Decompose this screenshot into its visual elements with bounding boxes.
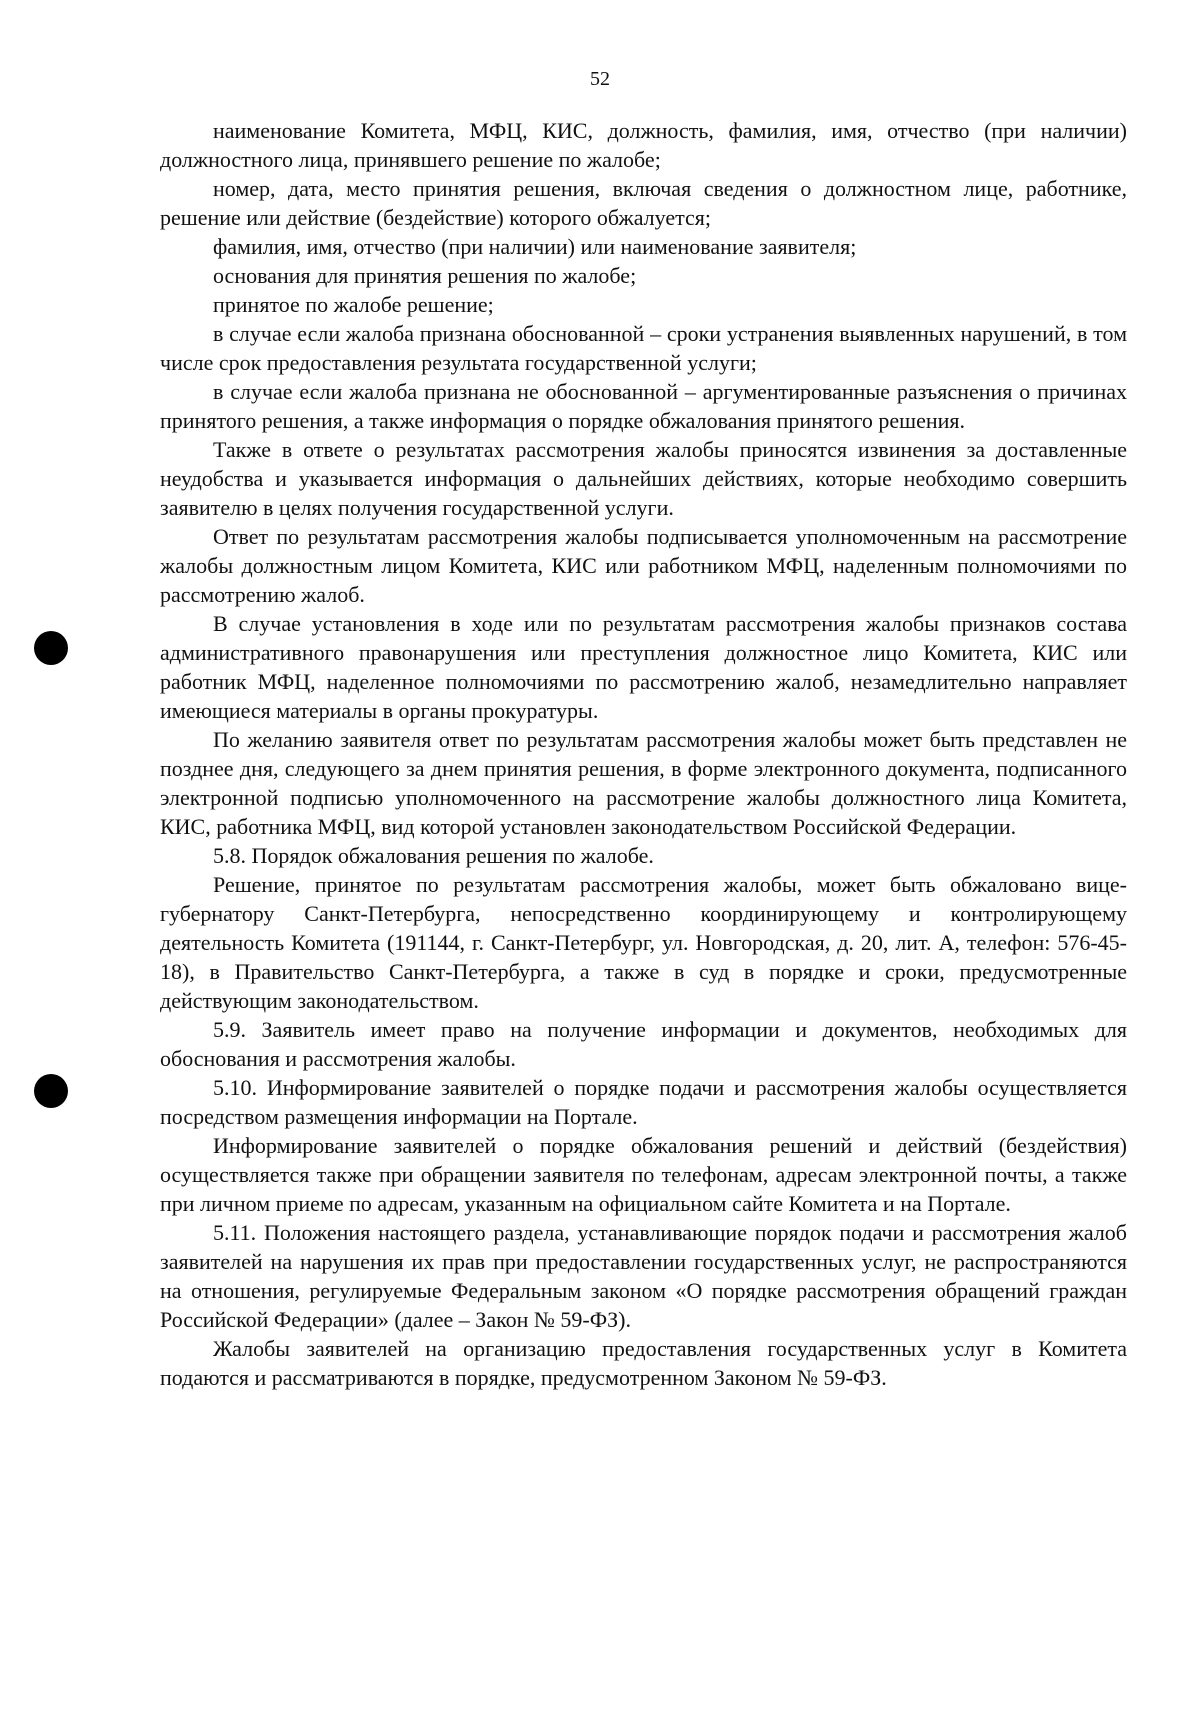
- paragraph: в случае если жалоба признана обоснованной – сроки устранения выявленных нарушений, в том числе срок предоставления результата государственной услуги;: [160, 321, 1127, 375]
- paragraph: Информирование заявителей о порядке обжалования решений и действий (бездействия) осуществляется также при обращении заявителя по телефонам, адресам электронной почты, а также при личном приеме по адресам, указанным на официальном сайте Комитета и на Портале.: [160, 1133, 1127, 1216]
- paragraph: Жалобы заявителей на организацию предоставления государственных услуг в Комитета подаются и рассматриваются в порядке, предусмотренном Законом № 59-ФЗ.: [160, 1336, 1127, 1390]
- paragraph: По желанию заявителя ответ по результатам рассмотрения жалобы может быть представлен не позднее дня, следующего за днем принятия решения, в форме электронного документа, подписанного электронной подписью уполномоченного на рассмотрение жалобы должностного лица Комитета, КИС, работника МФЦ, вид которой установлен законодательством Российской Федерации.: [160, 727, 1127, 839]
- paragraph: 5.10. Информирование заявителей о порядке подачи и рассмотрения жалобы осуществляется посредством размещения информации на Портале.: [160, 1075, 1127, 1129]
- paragraph: фамилия, имя, отчество (при наличии) или наименование заявителя;: [213, 234, 857, 259]
- paragraph: Также в ответе о результатах рассмотрения жалобы приносятся извинения за доставленные неудобства и указывается информация о дальнейших действиях, которые необходимо совершить заявителю в целях получения государственной услуги.: [160, 437, 1127, 520]
- punch-hole-mark: [34, 631, 68, 665]
- paragraph: принятое по жалобе решение;: [213, 292, 494, 317]
- section-heading: 5.8. Порядок обжалования решения по жалобе.: [213, 843, 654, 868]
- paragraph: в случае если жалоба признана не обоснованной – аргументированные разъяснения о причинах принятого решения, а также информация о порядке обжалования принятого решения.: [160, 379, 1127, 433]
- document-body: [160, 116, 1127, 1392]
- punch-hole-mark: [34, 1074, 68, 1108]
- paragraph: 5.11. Положения настоящего раздела, устанавливающие порядок подачи и рассмотрения жалоб заявителей на нарушения их прав при предоставлении государственных услуг, не распространяются на отношения, регулируемые Федеральным законом «О порядке рассмотрения обращений граждан Российской Федерации» (далее – Закон № 59-ФЗ).: [160, 1220, 1127, 1332]
- paragraph: 5.9. Заявитель имеет право на получение информации и документов, необходимых для обоснования и рассмотрения жалобы.: [160, 1017, 1127, 1071]
- paragraph: Ответ по результатам рассмотрения жалобы подписывается уполномоченным на рассмотрение жалобы должностным лицом Комитета, КИС или работником МФЦ, наделенным полномочиями по рассмотрению жалоб.: [160, 524, 1127, 607]
- paragraph: В случае установления в ходе или по результатам рассмотрения жалобы признаков состава административного правонарушения или преступления должностное лицо Комитета, КИС или работник МФЦ, наделенное полномочиями по рассмотрению жалоб, незамедлительно направляет имеющиеся материалы в органы прокуратуры.: [160, 611, 1127, 723]
- paragraph: номер, дата, место принятия решения, включая сведения о должностном лице, работнике, решение или действие (бездействие) которого обжалуется;: [160, 176, 1127, 230]
- paragraph: наименование Комитета, МФЦ, КИС, должность, фамилия, имя, отчество (при наличии) должностного лица, принявшего решение по жалобе;: [160, 118, 1127, 172]
- page-number: 52: [590, 68, 610, 90]
- paragraph: основания для принятия решения по жалобе;: [213, 263, 637, 288]
- paragraph: Решение, принятое по результатам рассмотрения жалобы, может быть обжаловано вице-губернатору Санкт-Петербурга, непосредственно координирующему и контролирующему деятельность Комитета (191144, г. Санкт-Петербург, ул. Новгородская, д. 20, лит. А, телефон: 576-45-18), в Правительство Санкт-Петербурга, а также в суд в порядке и сроки, предусмотренные действующим законодательством.: [160, 872, 1127, 1013]
